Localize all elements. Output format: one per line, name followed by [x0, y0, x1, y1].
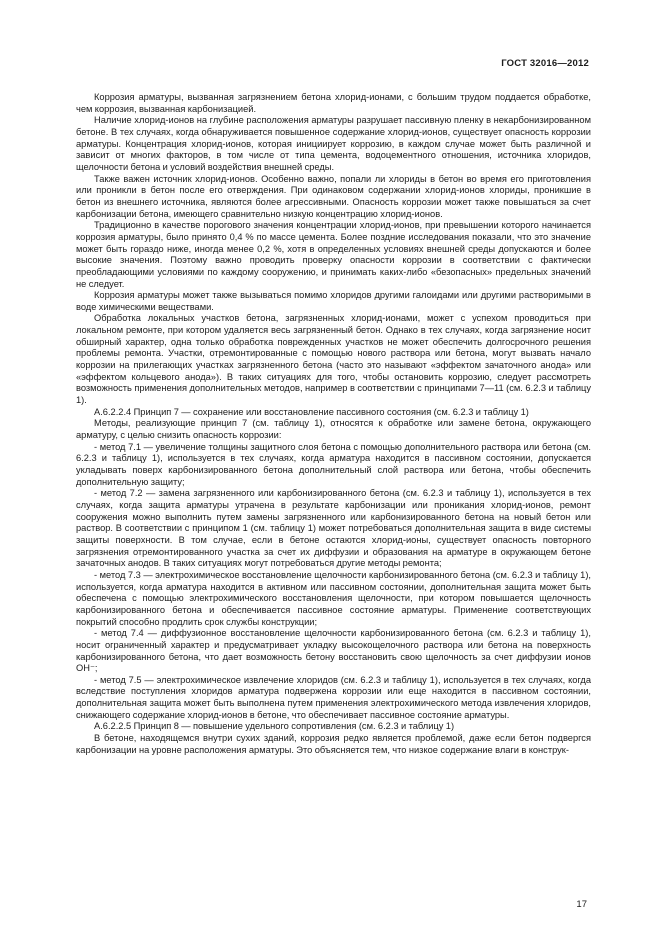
paragraph: Обработка локальных участков бетона, загрязненных хлорид-ионами, может с успехом проводиться при локальном ремонте, при котором удаляется весь загрязненный бетон. Однако в тех случаях, когда загрязнение носит обширный характер, одна только обработка поврежденных участков не может обеспечить долгосрочного решения проблемы ремонта. Участки, отремонтированные с помощью нового раствора или бетона, могут вызвать начало коррозии на прилегающих участках загрязненного бетона (часто это называют «эффектом зачаточного анода» или «эффектом кольцевого анода»). В таких ситуациях для того, чтобы остановить коррозию, следует рассмотреть возможность применения дополнительных методов, например в соответствии с принципами 7—11 (см. 6.2.3 и таблицу 1).: [76, 313, 591, 406]
method-item: - метод 7.2 — замена загрязненного или карбонизированного бетона (см. 6.2.3 и таблицу 1), используется в тех случаях, когда защита арматуры утрачена в результате карбонизации или проникания хлорид-ионов, ремонт сооружения можно выполнить путем замены загрязненного или карбонизированного бетона на новый бетон или раствор. В соответствии с принципом 1 (см. таблицу 1) может потребоваться дополнительная защита в виде системы защиты поверхности. В том случае, если в бетоне остаются хлорид-ионы, существует опасность повторного загрязнения отремонтированного участка за счет их диффузии и образования на арматуре в окружающем бетоне зачаточных анодов. В таких ситуациях могут потребоваться другие методы ремонта;: [76, 488, 591, 569]
method-item: - метод 7.4 — диффузионное восстановление щелочности карбонизированного бетона (см. 6.2.3 и таблицу 1), носит ограниченный характер и предусматривает укладку высокощелочного раствора или бетона на поверхность карбонизированного бетона, что дает возможность бетону восстановить свою щелочность за счет диффузии ионов ОН⁻;: [76, 628, 591, 674]
section-heading: А.6.2.2.5 Принцип 8 — повышение удельного сопротивления (см. 6.2.3 и таблицу 1): [94, 721, 455, 732]
method-item: - метод 7.3 — электрохимическое восстановление щелочности карбонизированного бетона (см. 6.2.3 и таблицу 1), используется, когда арматура находится в активном или пассивном состоянии, дополнительная защита может быть обеспечена с помощью электрохимического восстановления щелочности, при котором повышается щелочность карбонизированного бетона и обеспечивается пассивное состояние арматуры. Применение соответствующих покрытий способно продлить срок службы конструкции;: [76, 569, 591, 627]
paragraph: Также важен источник хлорид-ионов. Особенно важно, попали ли хлориды в бетон во время его приготовления или проникли в бетон после его отверждения. При одинаковом содержании хлорид-ионов хлориды, проникшие в бетон из внешнего источника, являются более агрессивными. Опасность коррозии может также повышаться за счет карбонизации бетона, имеющего сравнительно низкую концентрацию хлорид-ионов.: [76, 173, 591, 219]
paragraph: Наличие хлорид-ионов на глубине расположения арматуры разрушает пассивную пленку в некарбонизированном бетоне. В тех случаях, когда обнаруживается повышенное содержание хлорид-ионов, существует опасность коррозии арматуры. Концентрация хлорид-ионов, которая инициирует коррозию, в каждом случае может быть различной и зависит от многих факторов, в том числе от типа цемента, водоцементного отношения, источника хлоридов, щелочности бетона и условий воздействия внешней среды.: [76, 115, 591, 172]
paragraph: Традиционно в качестве порогового значения концентрации хлорид-ионов, при превышении которого начинается коррозия арматуры, было принято 0,4 % по массе цемента. Более поздние исследования показали, что это значение может быть гораздо ниже, иногда менее 0,2 %, хотя в определенных условиях внешней среды допускаются и более высокие значения. Поэтому важно проводить проверку опасности коррозии в соответствии с фактически преобладающими условиями по каждому сооружению, и принимать каких-либо «безопасных» предельных значений не следует.: [76, 220, 591, 289]
page-footer: [576, 899, 587, 910]
document-header: [501, 58, 589, 69]
paragraph: Коррозия арматуры может также вызываться помимо хлоридов другими галоидами или другими растворимыми в воде химическими веществами.: [76, 290, 591, 312]
paragraph: Методы, реализующие принцип 7 (см. таблицу 1), относятся к обработке или замене бетона, окружающего арматуру, с целью снизить опасность коррозии:: [76, 418, 591, 441]
paragraph: Коррозия арматуры, вызванная загрязнением бетона хлорид-ионами, с большим трудом поддается обработке, чем коррозия, вызванная карбонизацией.: [76, 92, 591, 114]
document-body: [76, 92, 591, 756]
section-heading: А.6.2.2.4 Принцип 7 — сохранение или восстановление пассивного состояния (см. 6.2.3 и таблицу 1): [94, 406, 529, 417]
method-item: - метод 7.1 — увеличение толщины защитного слоя бетона с помощью дополнительного раствора или бетона (см. 6.2.3 и таблицу 1), используется в тех случаях, когда арматура находится в пассивном состоянии, допускается укладывать поверх карбонизированного бетона дополнительный слой раствора или бетона, чтобы обеспечить дополнительную защиту;: [76, 441, 591, 487]
standard-number: ГОСТ 32016—2012: [501, 58, 589, 69]
method-item: - метод 7.5 — электрохимическое извлечение хлоридов (см. 6.2.3 и таблицу 1), используется в тех случаях, когда вследствие поступления хлоридов арматура подвержена коррозии или еще находится в пассивном состоянии, дополнительная защита может быть выполнена путем применения электрохимического метода извлечения хлоридов, снижающего содержание хлорид-ионов в бетоне, что обеспечивает пассивное состояние арматуры.: [76, 674, 591, 720]
page-number: 17: [576, 899, 587, 910]
paragraph: В бетоне, находящемся внутри сухих зданий, коррозия редко является проблемой, даже если бетон подвергся карбонизации на уровне расположения арматуры. Это объясняется тем, что низкое содержание влаги в конструк-: [76, 733, 591, 755]
